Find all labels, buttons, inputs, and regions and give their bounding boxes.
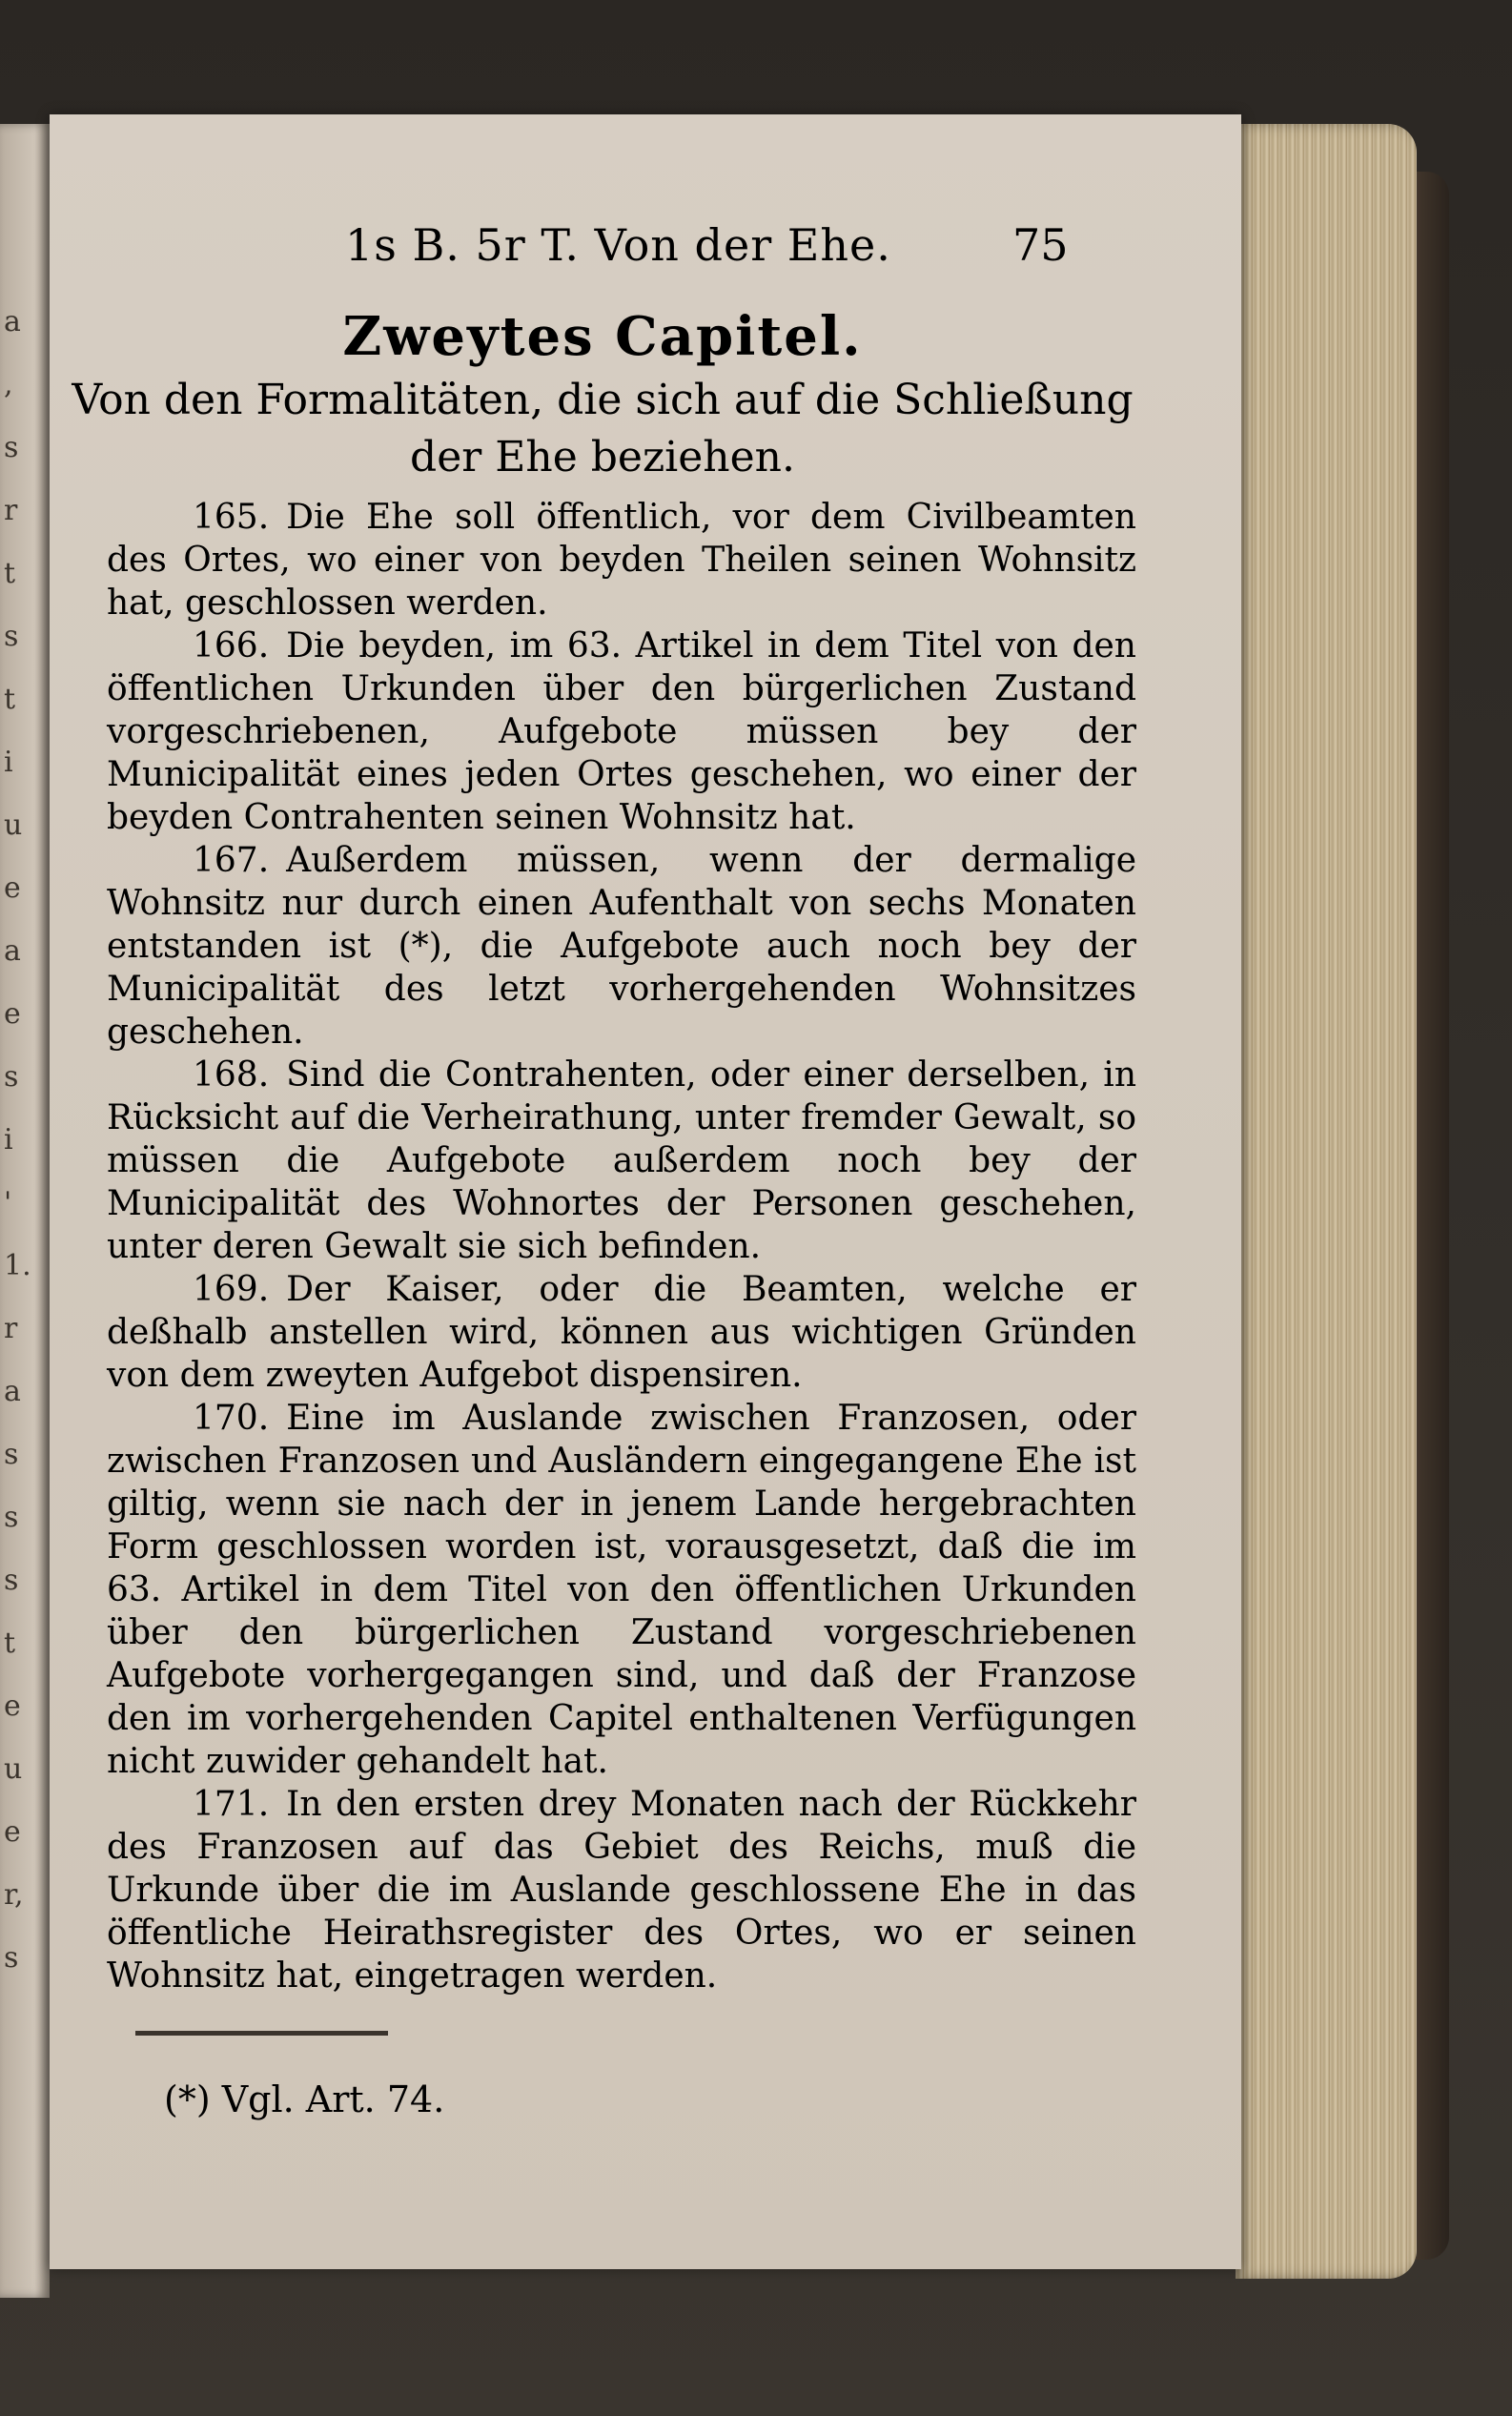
chapter-subtitle-line: der Ehe beziehen.	[410, 433, 795, 481]
chapter-title: Zweytes Capitel.	[342, 305, 863, 368]
article-text: Eine im Auslande zwischen Franzosen, oder zwischen Franzosen und Ausländern eingegangene Ehe ist giltig, wenn sie nach der in jenem Lande hergebrachten Form geschlossen worden ist, vorausgesetzt, daß die im 63. Artikel in dem Titel von den öffentlichen Urkunden über den bürgerlichen Zustand vorgeschriebenen Aufgebote vorhergegangen sind, und daß der Franzose den im vorhergehenden Capitel enthaltenen Verfügungen nicht zuwider gehandelt hat.	[107, 1399, 1136, 1781]
facing-page-fragment: s	[4, 620, 19, 653]
article-text: Die beyden, im 63. Artikel in dem Titel von den öffentlichen Urkunden über den bürgerlichen Zustand vorgeschriebenen, Aufgebote müssen bey der Municipalität eines jeden Ortes geschehen, wo einer der beyden Contrahenten seinen Wohnsitz hat.	[107, 626, 1136, 837]
facing-page-fragment: r	[4, 1312, 18, 1345]
article-number: 169.	[193, 1270, 270, 1309]
article-text: Sind die Contrahenten, oder einer derselben, in Rücksicht auf die Verheirathung, unter fremder Gewalt, so müssen die Aufgebote außerdem noch bey der Municipalität des Wohnortes der Personen geschehen, unter deren Gewalt sie sich befinden.	[107, 1055, 1136, 1266]
facing-page-text-fragments	[0, 124, 38, 2298]
facing-page-fragment: s	[4, 1060, 19, 1094]
facing-page-fragment: s	[4, 1438, 19, 1471]
facing-page-fragment: s	[4, 1941, 19, 1975]
article-number: 167.	[193, 841, 270, 880]
facing-page-fragment: a	[4, 934, 21, 968]
facing-page-fragment: i	[4, 746, 13, 779]
article-text: Außerdem müssen, wenn der dermalige Wohnsitz nur durch einen Aufenthalt von sechs Monaten entstanden ist (*), die Aufgebote auch noch bey der Municipalität des letzt vorhergehenden Wohnsitzes geschehen.	[107, 841, 1136, 1052]
article-number: 166.	[193, 626, 270, 665]
facing-page-fragment: e	[4, 871, 21, 905]
facing-page-fragment: '	[4, 1186, 12, 1219]
facing-page-fragment: i	[4, 1123, 13, 1157]
article-text: In den ersten drey Monaten nach der Rückkehr des Franzosen auf das Gebiet des Reichs, muß die Urkunde über die im Auslande geschlossene Ehe in das öffentliche Heirathsregister des Ortes, wo er seinen Wohnsitz hat, eingetragen werden.	[107, 1785, 1136, 1996]
facing-page-fragment: r,	[4, 1878, 24, 1912]
chapter-subtitle	[69, 372, 1136, 486]
facing-page-fragment: t	[4, 683, 16, 716]
article-paragraph	[107, 1397, 1136, 1783]
page-number: 75	[1012, 219, 1069, 271]
running-head	[345, 219, 1089, 276]
facing-page-fragment: u	[4, 1752, 23, 1786]
article-list	[107, 496, 1136, 1997]
article-number: 170.	[193, 1399, 270, 1438]
facing-page-fragment: s	[4, 431, 19, 464]
facing-page-fragment: t	[4, 557, 16, 590]
footnote-rule	[135, 2031, 388, 2036]
book-page	[50, 114, 1241, 2269]
facing-page-fragment: e	[4, 1689, 21, 1723]
facing-page-fragment: a	[4, 1375, 21, 1408]
facing-page-fragment: ,	[4, 368, 13, 401]
facing-page-fragment: t	[4, 1627, 16, 1660]
article-paragraph	[107, 1268, 1136, 1397]
facing-page-fragment: 1.	[4, 1249, 31, 1282]
facing-page-fragment: s	[4, 1501, 19, 1534]
article-number: 171.	[193, 1785, 270, 1824]
article-number: 168.	[193, 1055, 270, 1095]
facing-page-fragment: r	[4, 494, 18, 527]
article-paragraph	[107, 1783, 1136, 1997]
page-block-edge	[1236, 124, 1417, 2279]
article-text: Die Ehe soll öffentlich, vor dem Civilbeamten des Ortes, wo einer von beyden Theilen seinen Wohnsitz hat, geschlossen werden.	[107, 498, 1136, 623]
article-text: Der Kaiser, oder die Beamten, welche er deßhalb anstellen wird, können aus wichtigen Gründen von dem zweyten Aufgebot dispensiren.	[107, 1270, 1136, 1395]
chapter-subtitle-line: Von den Formalitäten, die sich auf die Schließung	[72, 376, 1134, 424]
footnote: (*) Vgl. Art. 74.	[164, 2078, 445, 2120]
facing-page-fragment: u	[4, 809, 23, 842]
running-head-text: 1s B. 5r T. Von der Ehe.	[345, 219, 891, 271]
facing-page-fragment: e	[4, 1815, 21, 1849]
article-paragraph	[107, 1054, 1136, 1268]
facing-page-fragment: s	[4, 1564, 19, 1597]
facing-page-fragment: a	[4, 305, 21, 338]
facing-page-fragment: e	[4, 997, 21, 1031]
article-paragraph	[107, 496, 1136, 624]
article-paragraph	[107, 624, 1136, 839]
article-paragraph	[107, 839, 1136, 1054]
article-number: 165.	[193, 498, 270, 537]
